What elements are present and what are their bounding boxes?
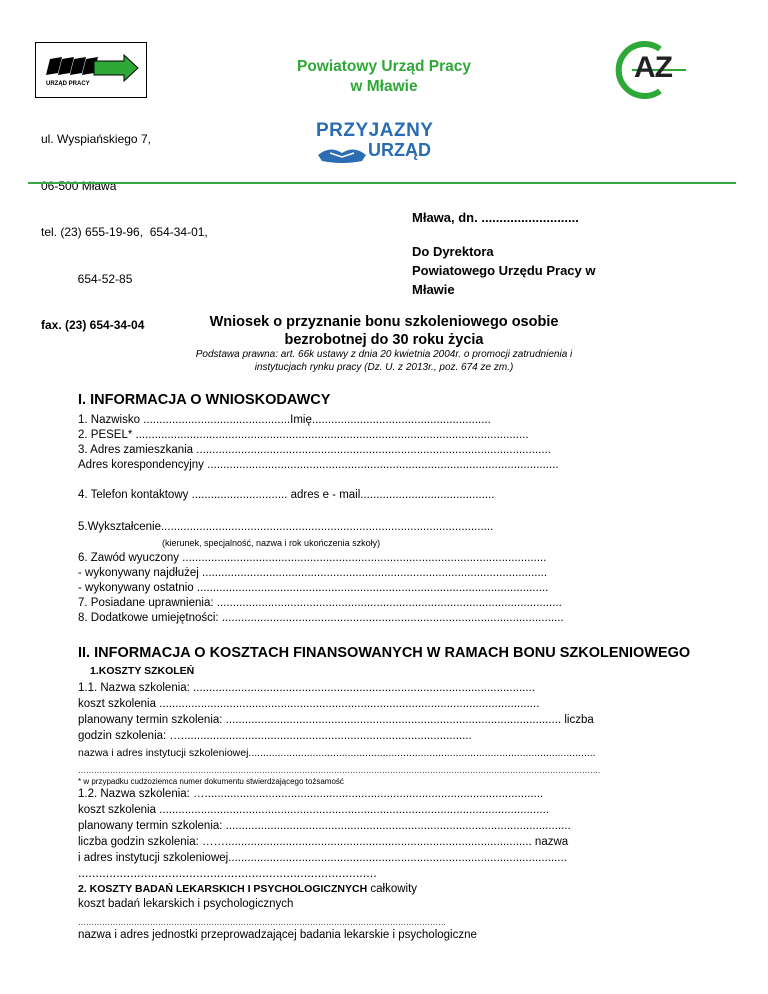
subsection-number: 1.: [90, 665, 99, 677]
fax-line: fax. (23) 654-34-04: [41, 318, 145, 332]
field-szkolenie-1-koszt[interactable]: koszt szkolenia .......................................................................................................................: [78, 698, 540, 710]
field-szkolenie-1-termin[interactable]: planowany termin szkolenia: ......................................................................................................... liczba: [78, 714, 594, 726]
field-szkolenie-1-instytucja-cont[interactable]: …………………………………………………………………………………………………………………………………………………………………………….: [78, 766, 601, 775]
form-title-line1: Wniosek o przyznanie bonu szkoleniowego osobie: [209, 314, 559, 330]
field-zawod-ostatnio[interactable]: - wykonywany ostatnio ..............................................................................................................: [78, 582, 549, 594]
field-szkolenie-2-koszt[interactable]: koszt szkolenia ..........................................................................................................................: [78, 804, 549, 816]
subsection-koszty-szkolen: [90, 664, 194, 679]
badge-line2: URZĄD: [368, 140, 431, 160]
caz-text: AZ: [634, 51, 672, 84]
legal-basis-line1: Podstawa prawna: art. 66k ustawy z dnia 20 kwietnia 2004r. o promocji zatrudnienia i: [195, 349, 573, 360]
badge-line1: PRZYJAZNY: [316, 120, 434, 141]
address-line: ul. Wyspiańskiego 7,: [41, 132, 151, 146]
form-title-line2: bezrobotnej do 30 roku życia: [284, 332, 484, 348]
field-szkolenie-1-godziny[interactable]: godzin szkolenia: …...........................................................................................: [78, 730, 472, 742]
recipient-line: Do Dyrektora: [412, 244, 494, 259]
legal-basis-line2: instytucjach rynku pracy (Dz. U. z 2013r., poz. 674 ze zm.): [254, 362, 514, 373]
field-szkolenie-1-instytucja[interactable]: nazwa i adres instytucji szkoleniowej.......................................................................................................................: [78, 747, 596, 759]
section-2-title: II. INFORMACJA O KOSZTACH FINANSOWANYCH W RAMACH BONU SZKOLENIOWEGO: [78, 645, 691, 661]
field-szkolenie-1-nazwa[interactable]: 1.1. Nazwa szkolenia: ...........................................................................................................: [78, 682, 535, 694]
field-adres-zamieszkania[interactable]: 3. Adres zamieszkania ...............................................................................................................: [78, 444, 551, 456]
date-line: Mława, dn. ...........................: [412, 210, 579, 225]
subsection-label: KOSZTY SZKOLEŃ: [98, 665, 195, 677]
field-uprawnienia[interactable]: 7. Posiadane uprawnienia: ............................................................................................................: [78, 597, 562, 609]
address-line: tel. (23) 655-19-96, 654-34-01,: [41, 225, 208, 239]
subsection-koszty-badan: [78, 882, 417, 897]
field-szkolenie-2-nazwa[interactable]: 1.2. Nazwa szkolenia: …..........................................................................................................: [78, 788, 544, 800]
field-nazwisko-imie[interactable]: 1. Nazwisko ..............................................Imię........................................................: [78, 414, 491, 426]
section-1-title: I. INFORMACJA O WNIOSKODAWCY: [78, 392, 331, 408]
header-divider: [28, 182, 736, 184]
caz-logo: [612, 41, 688, 99]
office-name-line1: Powiatowy Urząd Pracy: [296, 58, 471, 75]
field-pesel[interactable]: 2. PESEL* ...........................................................................................................................: [78, 429, 529, 441]
field-zawod-wyuczony[interactable]: 6. Zawód wyuczony ..................................................................................................................: [78, 552, 547, 564]
recipient-line: Mławie: [412, 282, 455, 297]
field-szkolenie-2-godziny[interactable]: liczba godzin szkolenia: ……................................................................................................ nazwa: [78, 836, 569, 848]
address-line: 06-500 Mława: [41, 178, 117, 193]
field-szkolenie-2-termin[interactable]: planowany termin szkolenia: ............................................................................................................: [78, 820, 571, 832]
field-koszt-badan: koszt badań lekarskich i psychologicznych: [78, 898, 294, 910]
footnote-cudzoziemiec: * w przypadku cudzoziemca numer dokumentu stwierdzającego tożsamość: [78, 777, 344, 786]
field-koszt-badan-dots[interactable]: …………………………………………………………………………………………………………………………: [78, 918, 446, 927]
logo-caption: URZĄD PRACY: [46, 81, 90, 87]
field-telefon-email[interactable]: 4. Telefon kontaktowy .............................. adres e - mail..........................................: [78, 489, 495, 501]
recipient-line: Powiatowego Urzędu Pracy w: [412, 263, 596, 278]
field-adres-korespondencyjny[interactable]: Adres korespondencyjny ..............................................................................................................: [78, 459, 559, 471]
wyksztalcenie-hint: (kierunek, specjalność, nazwa i rok ukończenia szkoły): [162, 538, 381, 548]
field-umiejetnosci[interactable]: 8. Dodatkowe umiejętności: ...........................................................................................................: [78, 612, 564, 624]
przyjazny-urzad-badge: [316, 120, 434, 168]
field-zawod-najdluzej[interactable]: - wykonywany najdłużej ............................................................................................................: [78, 567, 548, 579]
subsection-badania-rest: całkowity: [367, 883, 418, 895]
field-wyksztalcenie[interactable]: 5.Wykształcenie........................................................................................................: [78, 521, 494, 533]
office-name-line2: w Mławie: [350, 78, 418, 95]
field-jednostka-badan: nazwa i adres jednostki przeprowadzającej badania lekarskie i psychologiczne: [78, 929, 477, 941]
field-szkolenie-2-instytucja-cont[interactable]: ......................................................................................: [78, 866, 377, 880]
address-block: [41, 101, 208, 349]
address-line: 654-52-85: [41, 271, 133, 286]
recipient-block: [412, 242, 596, 299]
field-szkolenie-2-instytucja[interactable]: i adres instytucji szkoleniowej..........................................................................................................: [78, 852, 567, 864]
subsection-badania-label: 2. KOSZTY BADAŃ LEKARSKICH I PSYCHOLOGICZNYCH: [78, 883, 368, 895]
handshake-icon: [316, 141, 368, 165]
